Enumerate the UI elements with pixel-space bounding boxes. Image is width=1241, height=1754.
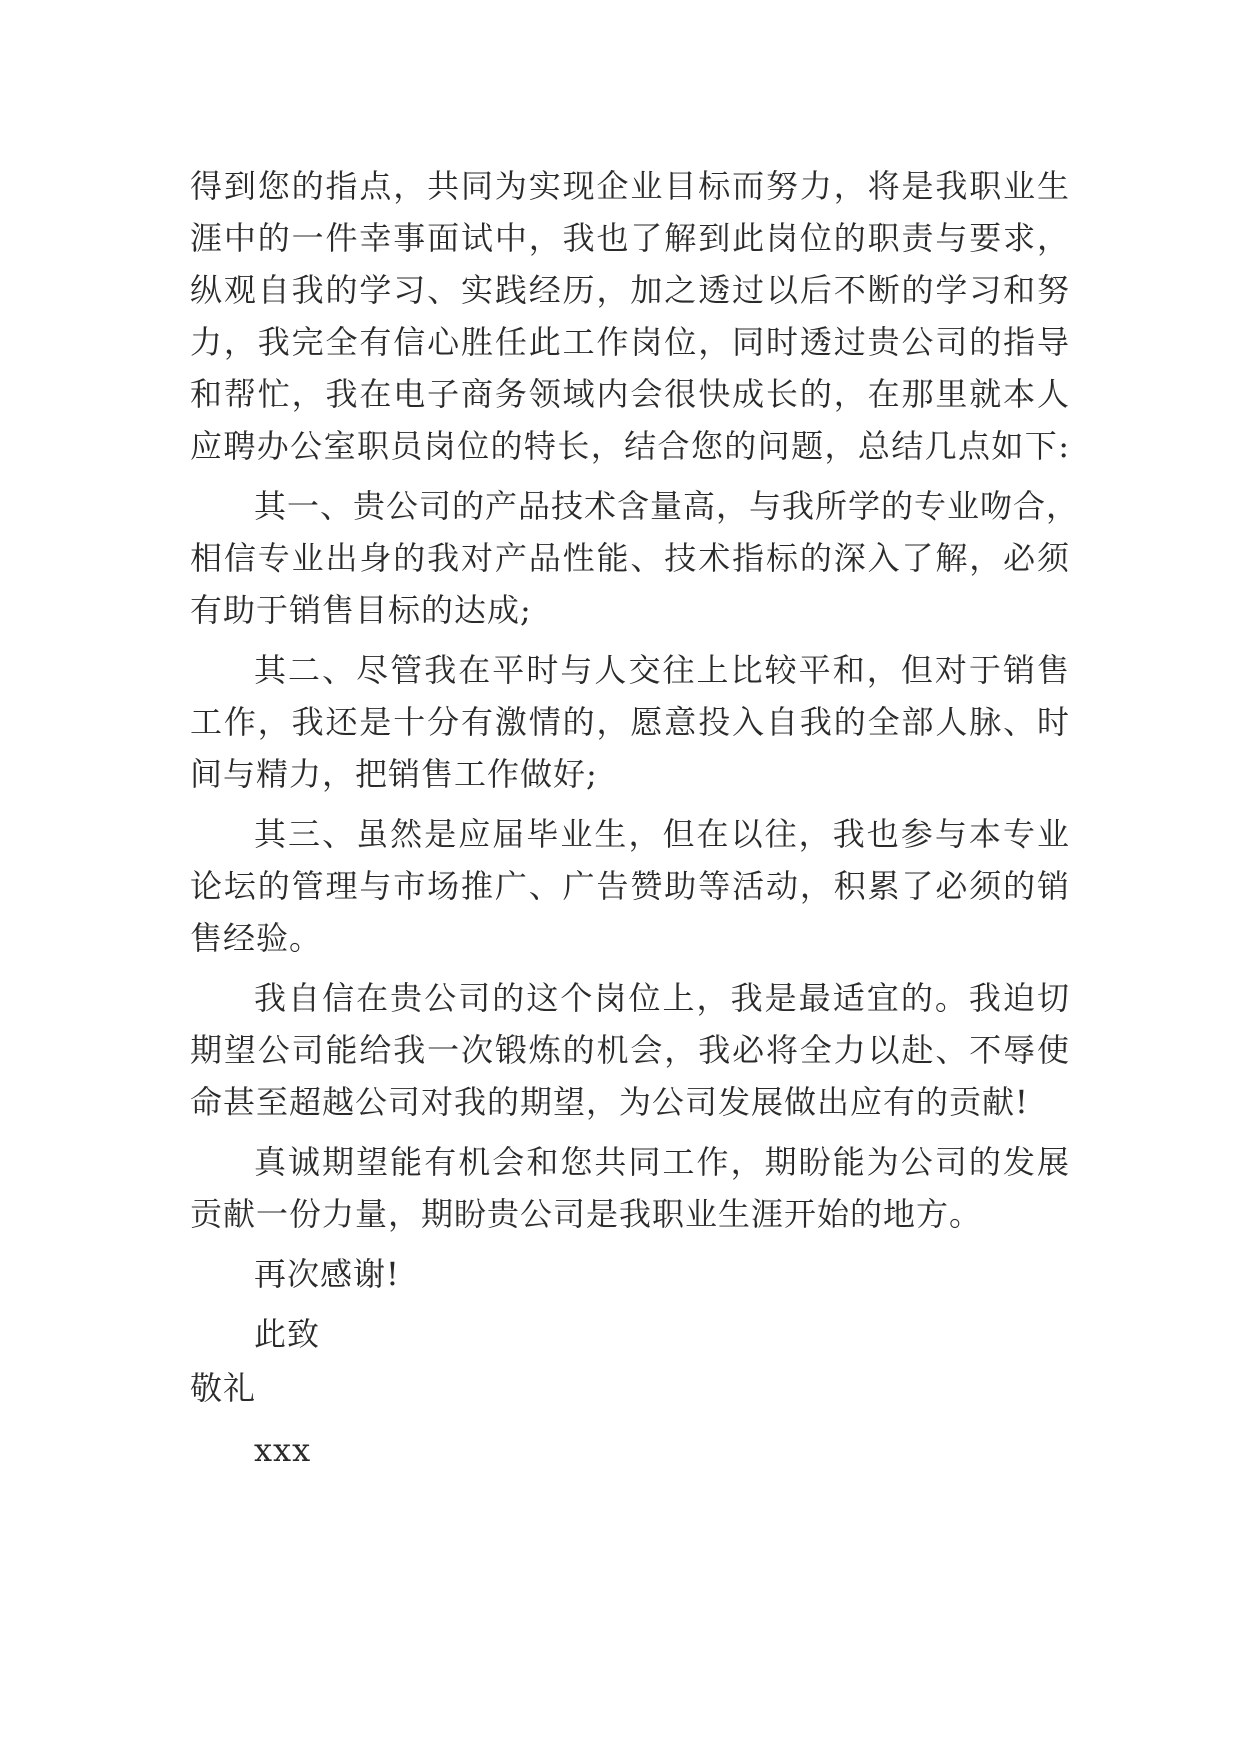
closing-regards: 敬礼 xyxy=(190,1369,257,1407)
text-line: 我自信在贵公司的这个岗位上，我是最适宜的。我迫切 xyxy=(254,979,1070,1017)
text-line: 其三、虽然是应届毕业生，但在以往，我也参与本专业 xyxy=(254,815,1070,853)
text-line: 命甚至超越公司对我的期望，为公司发展做出应有的贡献! xyxy=(190,1083,1029,1121)
text-line: 其二、尽管我在平时与人交往上比较平和，但对于销售 xyxy=(254,651,1070,689)
text-line: 和帮忙，我在电子商务领域内会很快成长的，在那里就本人 xyxy=(190,375,1070,413)
signature-name: xxx xyxy=(254,1431,312,1469)
text-line: 期望公司能给我一次锻炼的机会，我必将全力以赴、不辱使 xyxy=(190,1031,1070,1069)
text-line: 论坛的管理与市场推广、广告赞助等活动，积累了必须的销 xyxy=(190,867,1070,905)
text-line: 有助于销售目标的达成; xyxy=(190,591,532,629)
closing-thanks: 再次感谢! xyxy=(254,1255,400,1293)
closing-salutation: 此致 xyxy=(254,1315,321,1353)
text-line: 间与精力，把销售工作做好; xyxy=(190,755,598,793)
text-line: 得到您的指点，共同为实现企业目标而努力，将是我职业生 xyxy=(190,167,1070,205)
text-line: 力，我完全有信心胜任此工作岗位，同时透过贵公司的指导 xyxy=(190,323,1070,361)
text-line: 工作，我还是十分有激情的，愿意投入自我的全部人脉、时 xyxy=(190,703,1070,741)
text-line: 涯中的一件幸事面试中，我也了解到此岗位的职责与要求， xyxy=(190,219,1070,257)
text-line: 相信专业出身的我对产品性能、技术指标的深入了解，必须 xyxy=(190,539,1070,577)
text-line: 贡献一份力量，期盼贵公司是我职业生涯开始的地方。 xyxy=(190,1195,983,1233)
text-line: 真诚期望能有机会和您共同工作，期盼能为公司的发展 xyxy=(254,1143,1070,1181)
text-line: 售经验。 xyxy=(190,919,323,957)
text-line: 其一、贵公司的产品技术含量高，与我所学的专业吻合， xyxy=(254,487,1080,525)
text-line: 应聘办公室职员岗位的特长，结合您的问题，总结几点如下: xyxy=(190,427,1070,465)
text-line: 纵观自我的学习、实践经历，加之透过以后不断的学习和努 xyxy=(190,271,1070,309)
